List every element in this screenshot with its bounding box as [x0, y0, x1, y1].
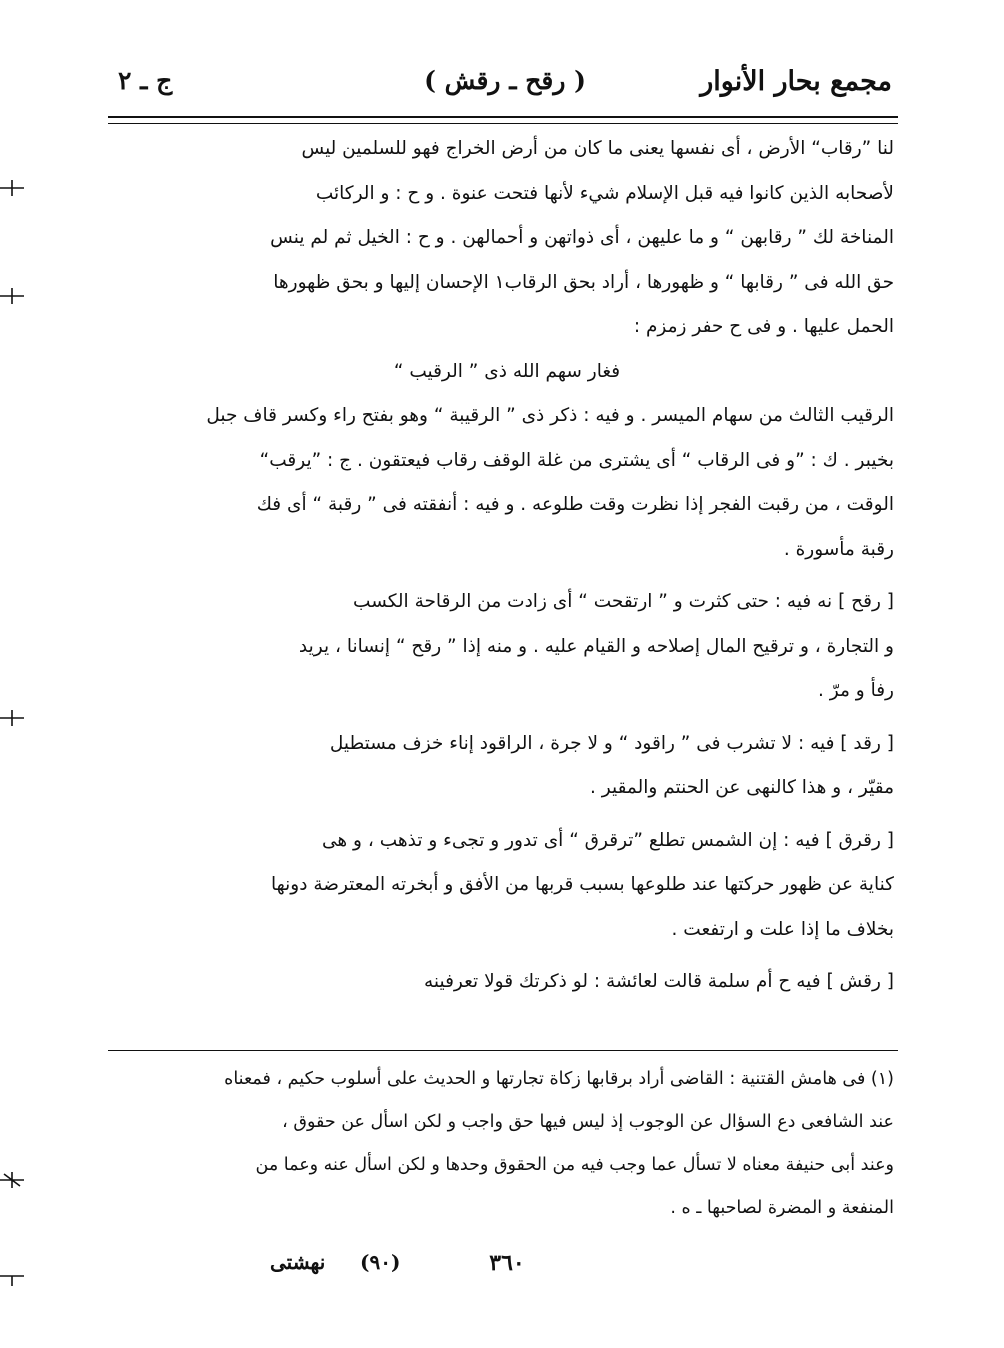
footnote-rule — [108, 1050, 898, 1051]
page-number: ٣٦٠ — [489, 1250, 525, 1276]
entry-raqraq-line: [ رقرق ] فيه : إن الشمس تطلع ”ترقرق “ أى تدور و تجىء و تذهب ، و هى — [321, 829, 894, 851]
registration-mark-icon — [0, 1264, 24, 1288]
registration-mark-icon — [0, 284, 24, 308]
entry-raqd-line: [ رقد ] فيه : لا تشرب فى ” راقود “ و لا جرة ، الراقود إناء خزف مستطيل — [329, 732, 894, 754]
entry-raqsh-line: [ رقش ] فيه ح أم سلمة قالت لعائشة : لو ذكرتك قولا تعرفينه — [424, 971, 894, 992]
text-line: حق الله فى ” رقابها “ و ظهورها ، أراد بحق الرقاب١ الإحسان إليها و بحق ظهورها — [273, 271, 894, 293]
text-line: رقبة مأسورة . — [783, 538, 894, 560]
footnote — [120, 1058, 894, 1230]
footnote-line: المنفعة و المضرة لصاحبها ـ ه . — [670, 1198, 894, 1218]
footnote-line: (١) فى هامش القتنية : القاضى أراد برقابها زكاة تجارتها و الحديث على أسلوب حكيم ، فمعناه — [224, 1069, 894, 1089]
text-line: لأصحابه الذين كانوا فيه قبل الإسلام شيء لأنها فتحت عنوة . و ح : و الركائب — [315, 182, 894, 204]
text-line: الرقيب الثالث من سهام الميسر . و فيه : ذكر ذى ” الرقيبة “ وهو بفتح راء وكسر قاف جبل — [206, 405, 894, 426]
main-text — [120, 127, 894, 1005]
entry-raqh-line: [ رقح ] نه فيه : حتى كثرت و ” ارتقحت “ أى زادت من الرقاحة الكسب — [353, 591, 894, 612]
entry-range: ( رقح ـ رقش ) — [424, 66, 586, 95]
header-rule-thick — [108, 116, 898, 118]
verse-line: فغار سهم الله ذى ” الرقيب “ — [393, 360, 621, 382]
printer-name: نهشتى — [270, 1250, 326, 1274]
running-header — [118, 62, 892, 110]
volume-label: ج ـ ٢ — [118, 66, 173, 95]
entry-raqd-line: مقيّر ، و هذا كالنهى عن الحنتم والمقير . — [590, 777, 894, 798]
entry-raqraq-line: كناية عن ظهور حركتها عند طلوعها بسبب قربها من الأفق و أبخرته المعترضة دونها — [270, 874, 894, 895]
print-code: (٩٠) — [360, 1250, 401, 1274]
page-footer — [120, 1250, 894, 1290]
text-line: الحمل عليها . و فى ح حفر زمزم : — [633, 316, 894, 337]
registration-mark-icon — [0, 1168, 24, 1192]
registration-mark-icon — [0, 176, 24, 200]
entry-raqh-line: رفأ و مرّ . — [818, 680, 894, 701]
text-line: لنا ”رقاب“ الأرض ، أى نفسها يعنى ما كان من أرض الخراج فهو للسلمين ليس — [301, 138, 894, 159]
header-rule-thin — [108, 123, 898, 124]
footnote-line: وعند أبى حنيفة معناه لا تسأل عما وجب فيه من الحقوق وحدها و لكن اسأل عنه وعما من — [255, 1155, 894, 1175]
registration-mark-icon — [0, 706, 24, 730]
text-line: بخيبر . ك : ”و فى الرقاب “ أى يشترى من غلة الوقف رقاب فيعتقون . ج : ”يرقب“ — [259, 449, 894, 471]
footnote-line: عند الشافعى دع السؤال عن الوجوب إذ ليس فيها حق واجب و لكن اسأل عن حقوق ، — [282, 1112, 894, 1132]
text-line: الوقت ، من رقبت الفجر إذا نظرت وقت طلوعه . و فيه : أنفقته فى ” رقبة “ أى فك — [256, 494, 894, 515]
entry-raqh-line: و التجارة ، و ترقيح المال إصلاحه و القيام عليه . و منه إذا ” رقح “ إنسانا ، يريد — [298, 635, 894, 657]
book-title: مجمع بحار الأنوار — [700, 66, 892, 97]
entry-raqraq-line: بخلاف ما إذا علت و ارتفعت . — [671, 918, 894, 940]
text-line: المناخة لك ” رقابهن “ و ما عليهن ، أى ذواتهن و أحمالهن . و ح : الخيل ثم لم ينس — [270, 227, 894, 248]
